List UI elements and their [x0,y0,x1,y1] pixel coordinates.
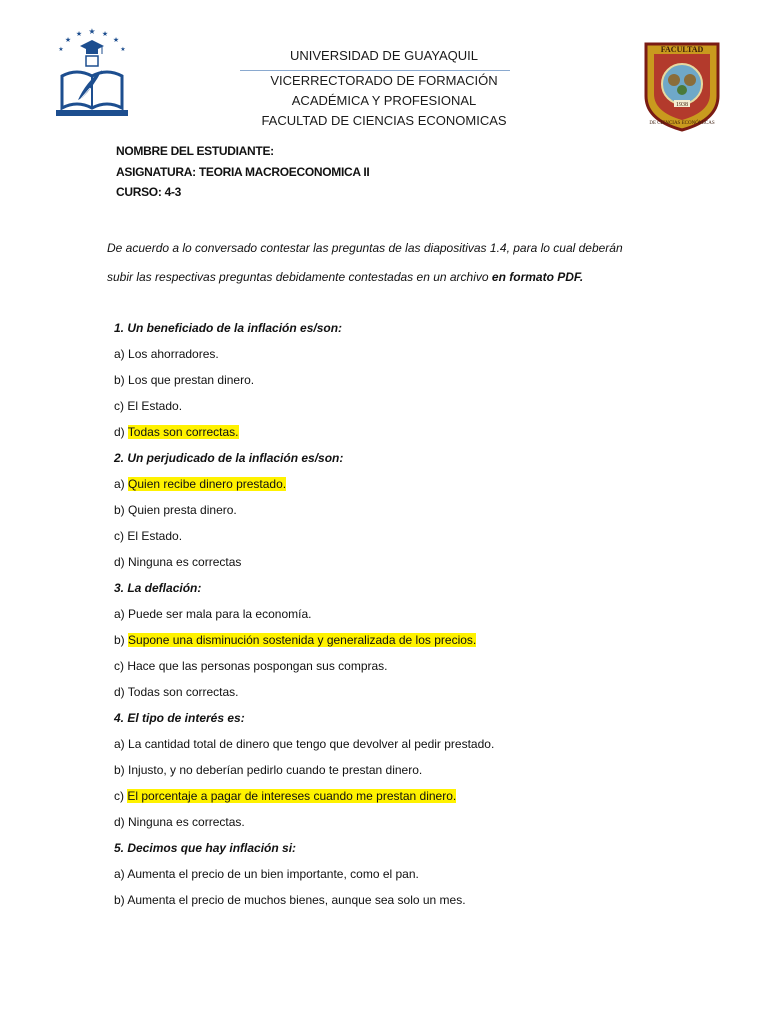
option-letter: b) [114,763,129,777]
svg-text:★: ★ [75,31,83,38]
answer-option [114,555,241,569]
highlighted-answer: Supone una disminución sostenida y generalizada de los precios. [128,633,477,647]
svg-text:★: ★ [120,47,126,53]
header-divider [240,70,510,71]
university-name: UNIVERSIDAD DE GUAYAQUIL [289,48,479,63]
answer-option [114,503,237,517]
course-label: CURSO: 4-3 [116,185,182,199]
highlighted-answer: El porcentaje a pagar de intereses cuando me prestan dinero. [127,789,457,803]
answer-option [114,685,239,699]
intro-line2 [107,270,583,284]
option-text: Injusto, y no deberían pedirlo cuando te prestan dinero. [128,763,423,777]
option-letter: a) [114,477,129,491]
question-title: 3. La deflación: [114,581,202,595]
answer-option [114,867,419,881]
option-text: El Estado. [127,399,183,413]
option-letter: d) [114,815,129,829]
header-line1: VICERRECTORADO DE FORMACIÓN [270,73,498,88]
option-text: Ninguna es correctas. [128,815,245,829]
header-line3: FACULTAD DE CIENCIAS ECONOMICAS [261,113,507,128]
question-title: 5. Decimos que hay inflación si: [114,841,297,855]
answer-option [114,425,239,439]
option-letter: b) [114,633,129,647]
option-letter: c) [114,659,128,673]
answer-option [114,789,456,803]
answer-option [114,633,476,647]
question-title: 2. Un perjudicado de la inflación es/son: [114,451,344,465]
header-line2: ACADÉMICA Y PROFESIONAL [291,93,477,108]
option-text: Puede ser mala para la economía. [128,607,312,621]
intro-line2-text: subir las respectivas preguntas debidamente contestadas en un archivo [107,270,492,284]
option-text: Hace que las personas pospongan sus compras. [127,659,388,673]
answer-option [114,477,286,491]
option-letter: b) [114,893,128,907]
option-letter: a) [114,737,129,751]
option-text: Aumenta el precio de un bien importante, como el pan. [127,867,419,881]
subject-label: ASIGNATURA: TEORIA MACROECONOMICA II [116,165,370,179]
option-letter: c) [114,399,128,413]
answer-option [114,347,219,361]
option-letter: b) [114,373,129,387]
option-text: Todas son correctas. [127,685,239,699]
answer-option [114,815,245,829]
question-title: 1. Un beneficiado de la inflación es/son: [114,321,343,335]
highlighted-answer: Todas son correctas. [127,425,239,439]
intro-pdf-emphasis: en formato PDF. [491,270,584,284]
answer-option [114,737,494,751]
answer-option [114,529,182,543]
intro-line1: De acuerdo a lo conversado contestar las preguntas de las diapositivas 1.4, para lo cual deberán [107,241,623,255]
seal-ring-text: DE CIENCIAS ECONÓMICAS [649,121,715,126]
option-letter: c) [114,789,128,803]
svg-text:★: ★ [88,27,96,36]
question-title: 4. El tipo de interés es: [114,711,245,725]
highlighted-answer: Quien recibe dinero prestado. [128,477,287,491]
student-name-label: NOMBRE DEL ESTUDIANTE: [116,144,274,158]
svg-text:★: ★ [58,47,64,53]
option-letter: c) [114,529,128,543]
option-text: Los ahorradores. [128,347,219,361]
option-text: Aumenta el precio de muchos bienes, aunque sea solo un mes. [127,893,466,907]
answer-option [114,373,254,387]
answer-option [114,659,388,673]
option-letter: d) [114,555,129,569]
svg-text:★: ★ [112,37,120,44]
option-letter: d) [114,425,128,439]
option-letter: a) [114,607,129,621]
option-text: Los que prestan dinero. [128,373,255,387]
option-text: El Estado. [127,529,183,543]
option-letter: b) [114,503,129,517]
answer-option [114,893,466,907]
option-letter: d) [114,685,128,699]
option-text: Ninguna es correctas [128,555,242,569]
answer-option [114,607,311,621]
seal-top-text: FACULTAD [660,45,704,54]
answer-option [114,399,182,413]
option-letter: a) [114,347,129,361]
option-text: La cantidad total de dinero que tengo que devolver al pedir prestado. [128,737,495,751]
svg-text:★: ★ [101,31,109,38]
answer-option [114,763,422,777]
svg-text:★: ★ [64,37,72,44]
seal-year: 1938 [676,102,688,108]
option-letter: a) [114,867,128,881]
option-text: Quien presta dinero. [128,503,237,517]
